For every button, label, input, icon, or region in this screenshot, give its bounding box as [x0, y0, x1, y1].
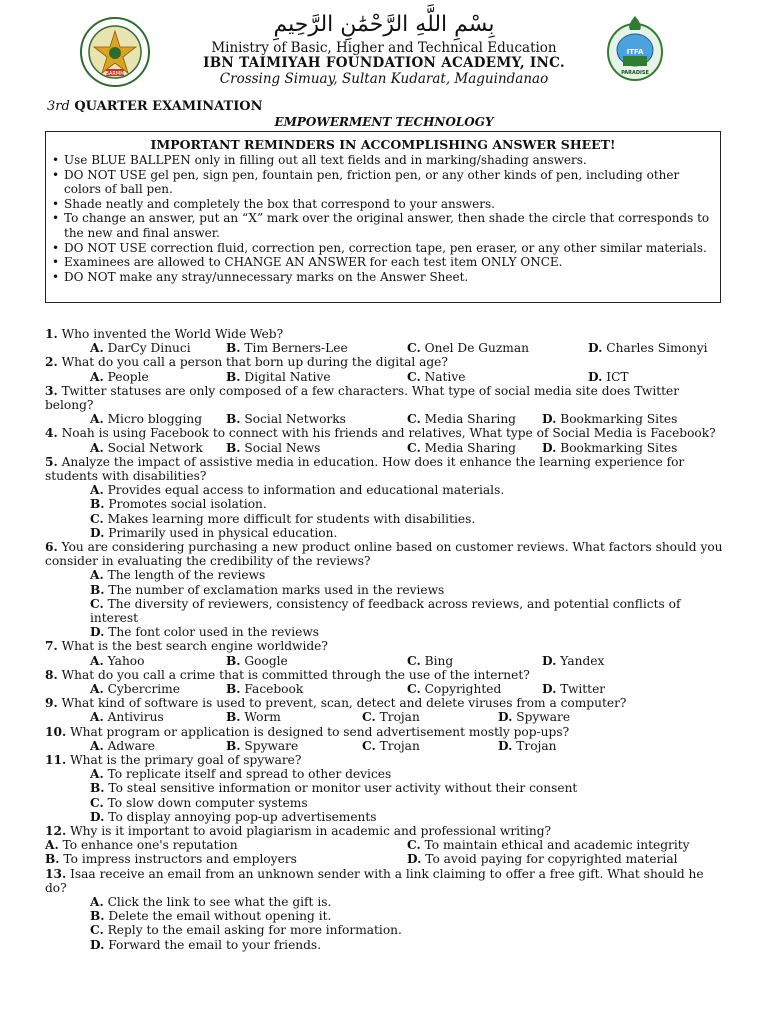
- option-d: D. Bookmarking Sites: [542, 440, 678, 455]
- question-number: 6.: [45, 539, 58, 554]
- exam-ordinal: 3rd: [47, 99, 70, 114]
- option-a: A. People: [90, 369, 149, 384]
- option-a: A. Antivirus: [90, 710, 164, 725]
- reminder-item: • Use BLUE BALLPEN only in filling out all text fields and in marking/shading answers.: [52, 153, 714, 168]
- question-7: [0, 639, 725, 653]
- question-number: 11.: [45, 752, 67, 767]
- right-seal-text: PARADISE: [621, 70, 649, 76]
- option-d: D. Trojan: [498, 738, 557, 753]
- option-c: C. Media Sharing: [407, 440, 516, 455]
- reminder-item: • DO NOT make any stray/unnecessary marks on the Answer Sheet.: [52, 270, 714, 285]
- question-number: 8.: [45, 667, 58, 682]
- option-a: A. Adware: [90, 738, 155, 753]
- question-text: Why is it important to avoid plagiarism in academic and professional writing?: [70, 823, 552, 838]
- options-row: [0, 341, 768, 355]
- option-d: D. To avoid paying for copyrighted material: [407, 852, 678, 867]
- option-b: B. Social News: [226, 440, 321, 455]
- option-a: A. Provides equal access to information and educational materials.: [90, 483, 505, 498]
- question-number: 10.: [45, 724, 67, 739]
- option-c: C. Trojan: [362, 738, 420, 753]
- academy-name: IBN TAIMIYAH FOUNDATION ACADEMY, INC.: [203, 55, 565, 71]
- option-d: D. To display annoying pop-up advertisements: [90, 809, 377, 824]
- option-a: A. Yahoo: [90, 653, 145, 668]
- option-a: A. Cybercrime: [90, 682, 180, 696]
- question-number: 5.: [45, 454, 58, 469]
- left-seal-text: BARMM: [105, 71, 125, 77]
- option-c: C. Bing: [407, 653, 454, 668]
- question-text: What is the best search engine worldwide?: [61, 639, 328, 654]
- options-row: [0, 412, 768, 426]
- options-row: [0, 838, 768, 852]
- option-b: B. Tim Berners-Lee: [226, 341, 348, 356]
- option-c: C. Trojan: [362, 710, 420, 725]
- question-text: What do you call a person that born up during the digital age?: [61, 355, 448, 370]
- question-number: 3.: [45, 383, 58, 398]
- question-text: Isaa receive an email from an unknown sender with a link claiming to offer a free gift. What should he do?: [45, 866, 704, 895]
- question-text: You are considering purchasing a new product online based on customer reviews. What factors should you consider in evaluating the credibility of the reviews?: [45, 539, 723, 569]
- question-9: [0, 696, 725, 710]
- question-number: 9.: [45, 696, 58, 711]
- option-c: C. Reply to the email asking for more information.: [90, 923, 402, 938]
- question-13: [0, 867, 725, 895]
- question-number: 7.: [45, 639, 58, 654]
- option-b: B. Social Networks: [226, 412, 346, 427]
- options-row: [0, 441, 768, 455]
- option-b: B. To steal sensitive information or monitor user activity without their consent: [90, 781, 578, 796]
- basmala-calligraphy: بِسْمِ اللَّهِ الرَّحْمَٰنِ الرَّحِيمِ: [273, 12, 495, 37]
- option-a: A. The length of the reviews: [90, 568, 266, 583]
- reminder-item: • DO NOT USE gel pen, sign pen, fountain pen, friction pen, or any other kinds of pen, including other colors of ball pen.: [52, 168, 714, 197]
- option-a: A. Micro blogging: [90, 412, 203, 427]
- option-a: A. DarCy Dinuci: [90, 341, 191, 356]
- options-row: [0, 682, 768, 696]
- question-11: [0, 753, 725, 767]
- question-text: Twitter statuses are only composed of a few characters. What type of social media site does Twitter belong?: [45, 383, 680, 412]
- options-row: [0, 852, 768, 866]
- option-b: B. The number of exclamation marks used in the reviews: [90, 582, 445, 597]
- option-b: B. Delete the email without opening it.: [90, 909, 332, 924]
- option-a: A. Click the link to see what the gift is.: [90, 894, 332, 909]
- ministry-name: Ministry of Basic, Higher and Technical Education: [211, 40, 557, 56]
- option-b: B. Promotes social isolation.: [90, 497, 267, 512]
- option-c: C. Media Sharing: [407, 412, 516, 427]
- question-1: [0, 327, 725, 341]
- option-a: A. To enhance one's reputation: [45, 838, 238, 853]
- question-6: [0, 540, 725, 568]
- option-c: C. Makes learning more difficult for students with disabilities.: [90, 511, 476, 526]
- question-text: Noah is using Facebook to connect with his friends and relatives, What type of Social Media is Facebook?: [61, 426, 716, 441]
- question-number: 4.: [45, 426, 58, 441]
- option-d: D. Spyware: [498, 710, 571, 725]
- exam-heading: [47, 99, 263, 114]
- option-b: B. Digital Native: [226, 369, 331, 384]
- right-seal-inner-text: ITFA: [626, 48, 644, 56]
- academy-address: Crossing Simuay, Sultan Kudarat, Maguindanao: [219, 71, 549, 87]
- option-c: C. To maintain ethical and academic integrity: [407, 838, 690, 853]
- options-row: [0, 710, 768, 724]
- options-row: [0, 739, 768, 753]
- option-d: D. Charles Simonyi: [588, 341, 708, 356]
- option-c: C. Copyrighted: [407, 682, 502, 696]
- question-4: [0, 426, 725, 440]
- question-number: 2.: [45, 355, 58, 370]
- reminder-item: • Examinees are allowed to CHANGE AN ANSWER for each test item ONLY ONCE.: [52, 255, 714, 270]
- question-number: 13.: [45, 866, 67, 881]
- questions-list: [0, 327, 768, 952]
- question-text: What do you call a crime that is committed through the use of the internet?: [61, 667, 530, 682]
- option-b: B. Worm: [226, 710, 281, 725]
- question-5: [0, 455, 725, 483]
- question-12: [0, 824, 725, 838]
- question-10: [0, 725, 725, 739]
- option-c: C. The diversity of reviewers, consistency of feedback across reviews, and potential conflicts of interest: [90, 596, 681, 625]
- reminder-item: • Shade neatly and completely the box that correspond to your answers.: [52, 197, 714, 212]
- option-a: A. Social Network: [90, 440, 203, 455]
- options-row: [0, 370, 768, 384]
- options-row: [0, 654, 768, 668]
- question-number: 12.: [45, 823, 67, 838]
- option-d: D. Primarily used in physical education.: [90, 525, 338, 540]
- question-3: [0, 384, 725, 412]
- question-text: What program or application is designed to send advertisement mostly pop-ups?: [70, 724, 570, 739]
- option-c: C. Onel De Guzman: [407, 341, 529, 356]
- option-c: C. Native: [407, 369, 466, 384]
- reminders-title: IMPORTANT REMINDERS IN ACCOMPLISHING ANSWER SHEET!: [150, 137, 616, 152]
- question-text: Analyze the impact of assistive media in education. How does it enhance the learning experience for students with disabilities?: [45, 454, 685, 483]
- option-b: B. Facebook: [226, 682, 304, 696]
- option-b: B. Spyware: [226, 738, 299, 753]
- option-d: D. The font color used in the reviews: [90, 625, 320, 640]
- question-text: What is the primary goal of spyware?: [70, 752, 302, 767]
- option-c: C. To slow down computer systems: [90, 795, 308, 810]
- question-2: [0, 355, 725, 369]
- option-b: B. To impress instructors and employers: [45, 852, 297, 867]
- reminders-box: [45, 131, 721, 303]
- option-d: D. Yandex: [542, 653, 605, 668]
- reminder-item: • To change an answer, put an “X” mark over the original answer, then shade the circle that corresponds to the new and final answer.: [52, 211, 714, 240]
- subject-title: EMPOWERMENT TECHNOLOGY: [274, 115, 494, 129]
- option-a: A. To replicate itself and spread to other devices: [90, 767, 392, 782]
- option-d: D. Bookmarking Sites: [542, 412, 678, 427]
- question-8: [0, 668, 725, 682]
- question-text: Who invented the World Wide Web?: [61, 327, 284, 341]
- question-text: What kind of software is used to prevent, scan, detect and delete viruses from a computer?: [61, 696, 627, 711]
- option-b: B. Google: [226, 653, 288, 668]
- option-d: D. Forward the email to your friends.: [90, 937, 322, 952]
- option-d: D. ICT: [588, 369, 629, 384]
- exam-title: QUARTER EXAMINATION: [74, 99, 263, 114]
- question-number: 1.: [45, 327, 58, 341]
- option-d: D. Twitter: [542, 682, 606, 696]
- reminders-list: [46, 153, 720, 284]
- reminder-item: • DO NOT USE correction fluid, correction pen, correction tape, pen eraser, or any other similar materials.: [52, 241, 714, 256]
